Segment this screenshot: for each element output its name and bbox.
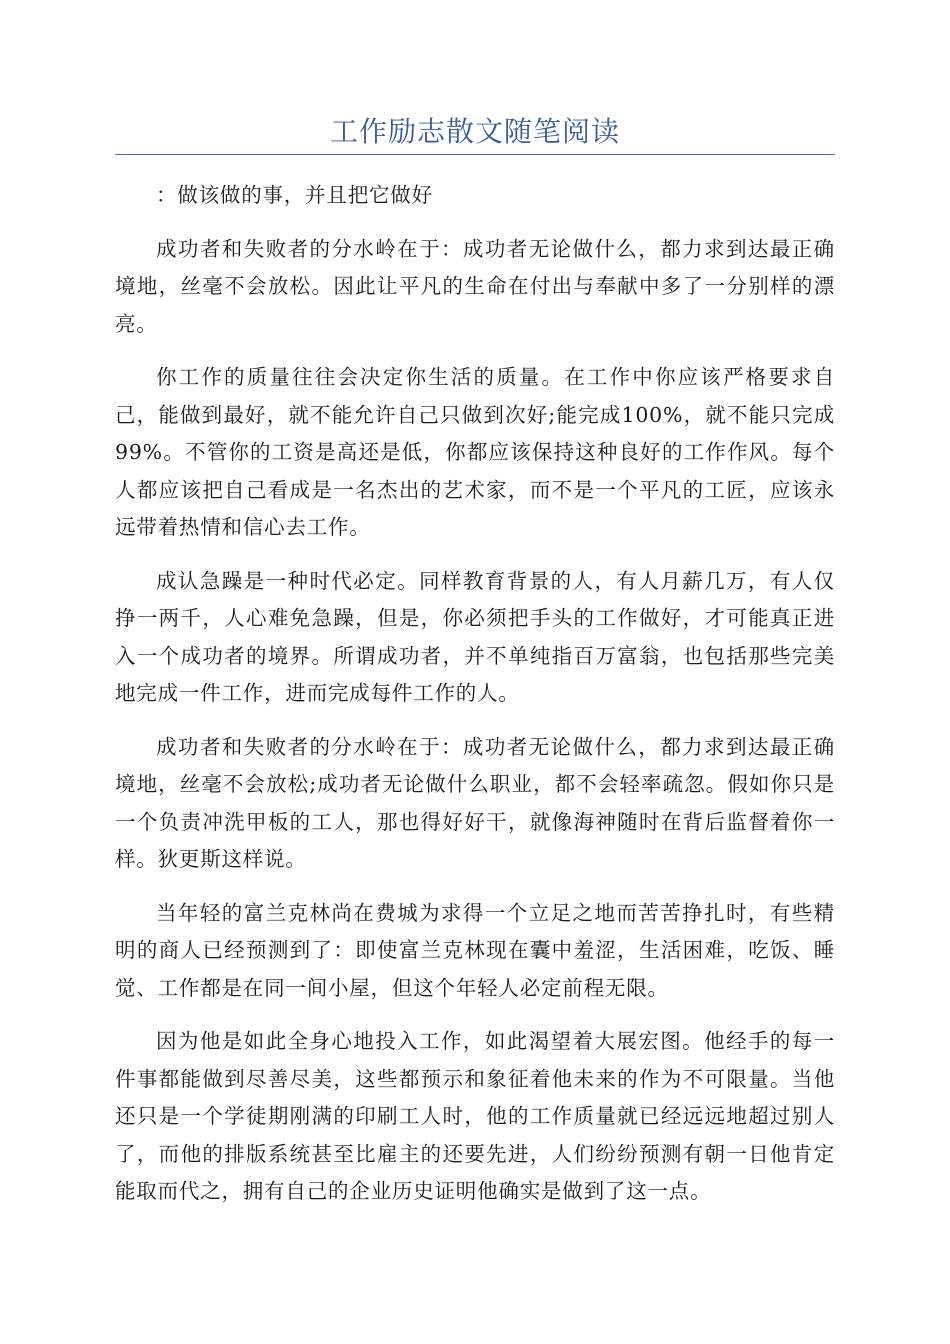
paragraph-6: 当年轻的富兰克林尚在费城为求得一个立足之地而苦苦挣扎时，有些精明的商人已经预测到了：即使富兰克林现在囊中羞涩，生活困难，吃饭、睡觉、工作都是在同一间小屋，但这个年轻人必定前程无限。: [115, 900, 835, 1000]
paragraph-2: 成功者和失败者的分水岭在于：成功者无论做什么，都力求到达最正确境地，丝毫不会放松。因此让平凡的生命在付出与奉献中多了一分别样的漂亮。: [115, 236, 835, 336]
paragraph-1: ：做该做的事，并且把它做好: [156, 183, 433, 207]
document-body: [115, 177, 835, 1227]
paragraph-4: 成认急躁是一种时代必定。同样教育背景的人，有人月薪几万，有人仅挣一两千，人心难免急躁，但是，你必须把手头的工作做好，才可能真正进入一个成功者的境界。所谓成功者，并不单纯指百万富翁，也包括那些完美地完成一件工作，进而完成每件工作的人。: [115, 568, 835, 705]
title-underline: [115, 154, 835, 155]
document-title: 工作励志散文随笔阅读: [329, 115, 620, 148]
paragraph-5: 成功者和失败者的分水岭在于：成功者无论做什么，都力求到达最正确境地，丝毫不会放松;成功者无论做什么职业，都不会轻率疏忽。假如你只是一个负责冲洗甲板的工人，那也得好好干，就像海神随时在背后监督着你一样。狄更斯这样说。: [115, 734, 835, 871]
paragraph-3: 你工作的质量往往会决定你生活的质量。在工作中你应该严格要求自己，能做到最好，就不能允许自己只做到次好;能完成100%，就不能只完成99%。不管你的工资是高还是低，你都应该保持这种良好的工作作风。每个人都应该把自己看成是一名杰出的艺术家，而不是一个平凡的工匠，应该永远带着热情和信心去工作。: [115, 365, 835, 539]
paragraph-7: 因为他是如此全身心地投入工作，如此渴望着大展宏图。他经手的每一件事都能做到尽善尽美，这些都预示和象征着他未来的作为不可限量。当他还只是一个学徒期刚满的印刷工人时，他的工作质量就已经远远地超过别人了，而他的排版系统甚至比雇主的还要先进，人们纷纷预测有朝一日他肯定能取而代之，拥有自己的企业历史证明他确实是做到了这一点。: [115, 1029, 835, 1203]
